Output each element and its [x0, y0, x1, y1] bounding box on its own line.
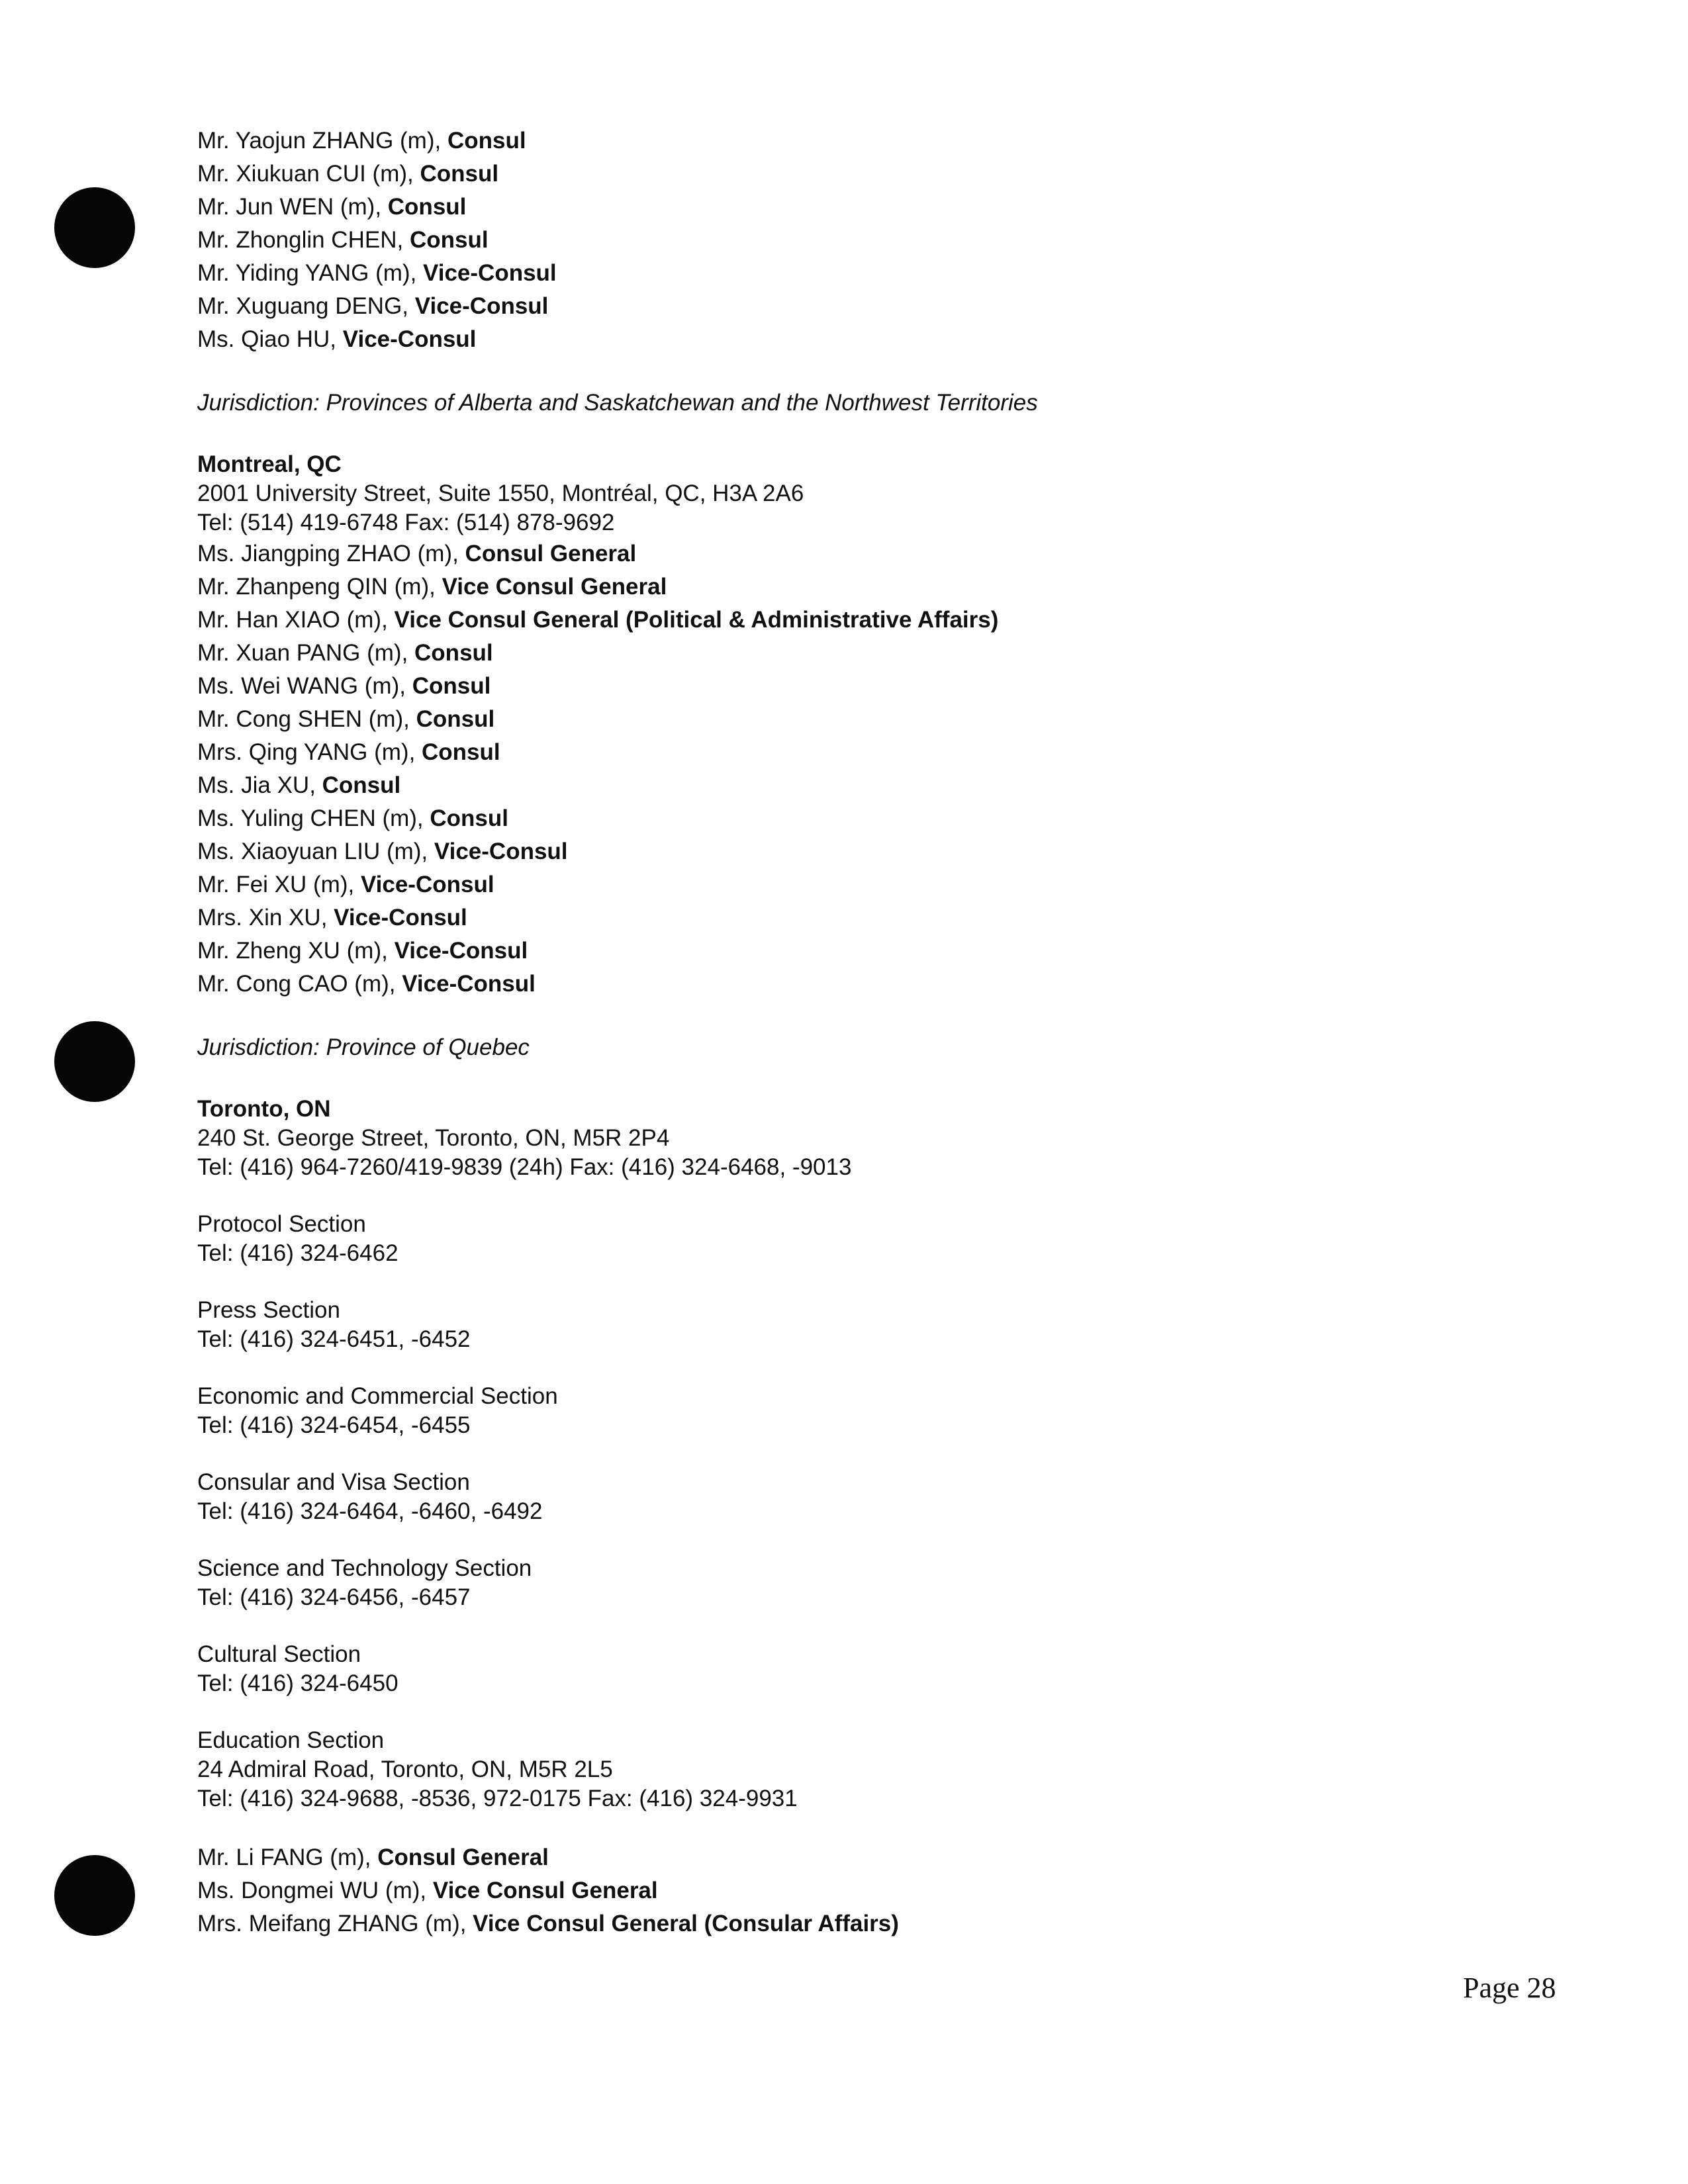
- montreal-jurisdiction: Jurisdiction: Province of Quebec: [197, 1034, 530, 1060]
- staff-entry: Ms. Jia XU, Consul: [197, 772, 401, 798]
- toronto-staff-list: [197, 1841, 1455, 1940]
- staff-entry: Mr. Zheng XU (m), Vice-Consul: [197, 938, 528, 964]
- punch-hole: [54, 1855, 135, 1936]
- staff-entry: Mrs. Xin XU, Vice-Consul: [197, 905, 467, 931]
- staff-entry: Ms. Qiao HU, Vice-Consul: [197, 326, 477, 352]
- montreal-heading: Montreal, QC: [197, 451, 342, 477]
- punch-hole: [54, 187, 135, 268]
- staff-entry: Mr. Zhonglin CHEN, Consul: [197, 227, 489, 253]
- section-name: Protocol Section: [197, 1211, 366, 1237]
- section-block: [197, 1382, 1455, 1440]
- section-block: [197, 1296, 1455, 1354]
- staff-entry: Ms. Xiaoyuan LIU (m), Vice-Consul: [197, 839, 568, 864]
- staff-entry: Mr. Li FANG (m), Consul General: [197, 1844, 549, 1870]
- section-address: 24 Admiral Road, Toronto, ON, M5R 2L5: [197, 1756, 613, 1782]
- section-block: [197, 1210, 1455, 1268]
- staff-entry: Mr. Xiukuan CUI (m), Consul: [197, 161, 499, 187]
- section-name: Press Section: [197, 1297, 340, 1323]
- staff-entry: Mr. Zhanpeng QIN (m), Vice Consul General: [197, 574, 667, 600]
- section-phone: Tel: (416) 324-6462: [197, 1240, 399, 1266]
- section-name: Economic and Commercial Section: [197, 1383, 558, 1409]
- toronto-address: 240 St. George Street, Toronto, ON, M5R 2P4: [197, 1125, 670, 1151]
- toronto-heading: Toronto, ON: [197, 1096, 331, 1122]
- section-name: Cultural Section: [197, 1641, 361, 1667]
- section-block: [197, 1468, 1455, 1526]
- staff-entry: Ms. Yuling CHEN (m), Consul: [197, 805, 508, 831]
- staff-entry: Mr. Jun WEN (m), Consul: [197, 194, 467, 220]
- section-name: Education Section: [197, 1727, 385, 1753]
- document-body: [197, 124, 1455, 1940]
- section-block: [197, 1640, 1455, 1698]
- section-name: Consular and Visa Section: [197, 1469, 470, 1495]
- staff-entry: Mr. Yaojun ZHANG (m), Consul: [197, 128, 526, 154]
- montreal-staff-list: [197, 537, 1455, 1001]
- staff-entry: Ms. Wei WANG (m), Consul: [197, 673, 491, 699]
- montreal-address: 2001 University Street, Suite 1550, Montréal, QC, H3A 2A6: [197, 480, 804, 506]
- section-name: Science and Technology Section: [197, 1555, 532, 1581]
- section-phone: Tel: (416) 324-6464, -6460, -6492: [197, 1498, 543, 1524]
- section-phone: Tel: (416) 324-6450: [197, 1670, 399, 1696]
- staff-entry: Mr. Cong CAO (m), Vice-Consul: [197, 971, 536, 997]
- staff-entry: Ms. Dongmei WU (m), Vice Consul General: [197, 1878, 658, 1903]
- calgary-staff-list: [197, 124, 1455, 356]
- staff-entry: Mr. Cong SHEN (m), Consul: [197, 706, 495, 732]
- page-number: Page 28: [1463, 1972, 1556, 2004]
- staff-entry: Mrs. Qing YANG (m), Consul: [197, 739, 500, 765]
- staff-entry: Mr. Han XIAO (m), Vice Consul General (Political & Administrative Affairs): [197, 607, 999, 633]
- section-phone: Tel: (416) 324-9688, -8536, 972-0175 Fax: (416) 324-9931: [197, 1786, 798, 1811]
- staff-entry: Mr. Yiding YANG (m), Vice-Consul: [197, 260, 557, 286]
- section-phone: Tel: (416) 324-6456, -6457: [197, 1584, 471, 1610]
- staff-entry: Ms. Jiangping ZHAO (m), Consul General: [197, 541, 637, 567]
- toronto-phone: Tel: (416) 964-7260/419-9839 (24h) Fax: (416) 324-6468, -9013: [197, 1154, 852, 1180]
- staff-entry: Mr. Xuan PANG (m), Consul: [197, 640, 493, 666]
- section-block: [197, 1554, 1455, 1612]
- montreal-phone: Tel: (514) 419-6748 Fax: (514) 878-9692: [197, 510, 615, 535]
- staff-entry: Mrs. Meifang ZHANG (m), Vice Consul General (Consular Affairs): [197, 1911, 899, 1936]
- staff-entry: Mr. Xuguang DENG, Vice-Consul: [197, 293, 549, 319]
- staff-entry: Mr. Fei XU (m), Vice-Consul: [197, 872, 494, 897]
- section-phone: Tel: (416) 324-6451, -6452: [197, 1326, 471, 1352]
- calgary-jurisdiction: Jurisdiction: Provinces of Alberta and Saskatchewan and the Northwest Territories: [197, 390, 1038, 416]
- education-section-block: [197, 1726, 1455, 1813]
- punch-hole: [54, 1021, 135, 1102]
- section-phone: Tel: (416) 324-6454, -6455: [197, 1412, 471, 1438]
